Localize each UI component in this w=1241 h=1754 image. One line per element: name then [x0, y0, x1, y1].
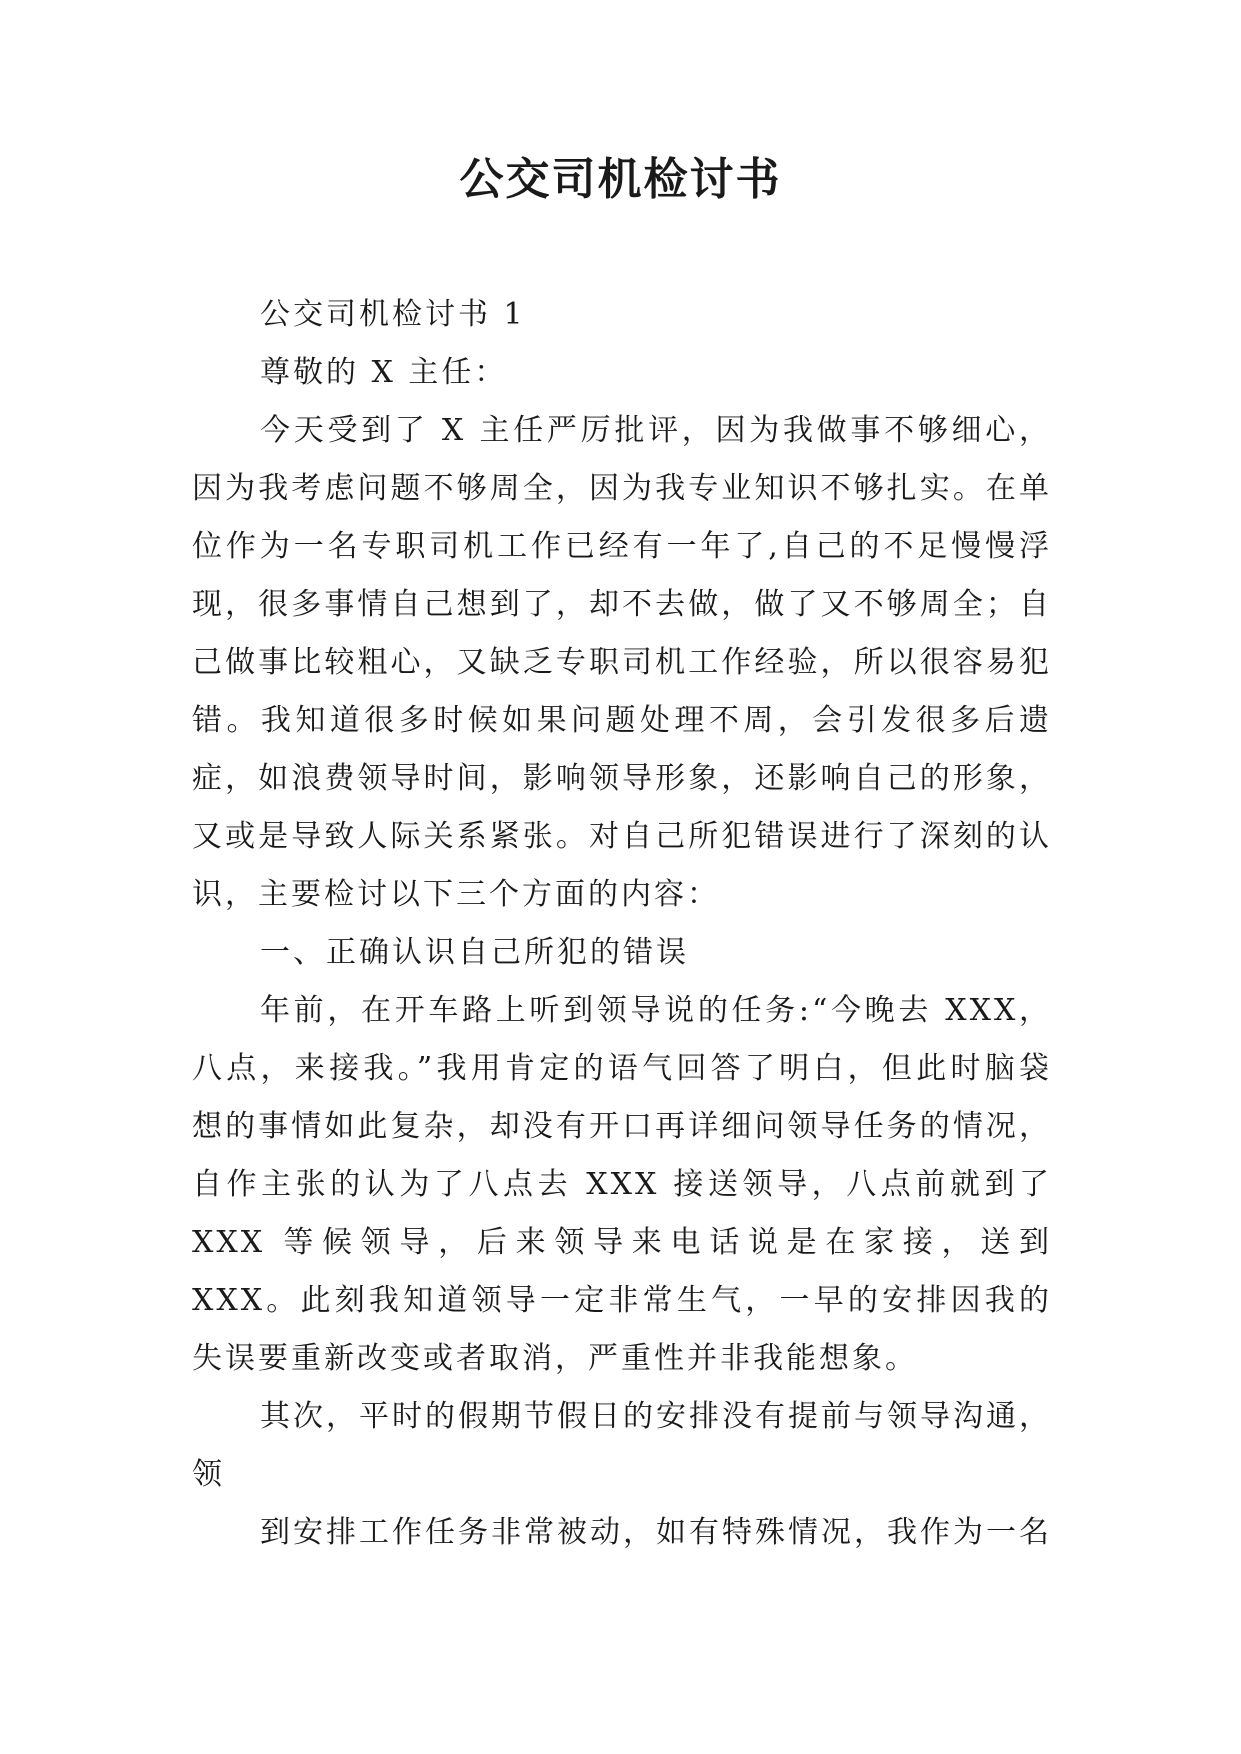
subsection-heading: 一、正确认识自己所犯的错误: [260, 935, 689, 970]
document-title: 公交司机检讨书: [459, 154, 782, 205]
salutation: 尊敬的 X 主任：: [260, 355, 508, 390]
section-heading: 公交司机检讨书 1: [260, 297, 526, 332]
body-paragraph: 年前，在开车路上听到领导说的任务:“今晚去 XXX，八点，来接我。”我用肯定的语气回答了明白，但此时脑袋想的事情如此复杂，却没有开口再详细问领导任务的情况，自作主张的认为了八点去 XXX 接送领导，八点前就到了 XXX 等候领导，后来领导来电话说是在家接，送到 XXX。此刻我知道领导一定非常生气，一早的安排因我的失误要重新改变或者取消，严重性并非我能想象。: [192, 993, 1052, 1376]
body-paragraph: 到安排工作任务非常被动，如有特殊情况，我作为一名: [260, 1515, 1052, 1550]
document-body: [192, 286, 1052, 1562]
body-paragraph: 其次，平时的假期节假日的安排没有提前与领导沟通，领: [192, 1399, 1052, 1492]
body-paragraph: 今天受到了 X 主任严厉批评，因为我做事不够细心，因为我考虑问题不够周全，因为我专业知识不够扎实。在单位作为一名专职司机工作已经有一年了,自己的不足慢慢浮现，很多事情自己想到了，却不去做，做了又不够周全；自己做事比较粗心，又缺乏专职司机工作经验，所以很容易犯错。我知道很多时候如果问题处理不周，会引发很多后遗症，如浪费领导时间，影响领导形象，还影响自己的形象，又或是导致人际关系紧张。对自己所犯错误进行了深刻的认识，主要检讨以下三个方面的内容：: [192, 413, 1052, 912]
